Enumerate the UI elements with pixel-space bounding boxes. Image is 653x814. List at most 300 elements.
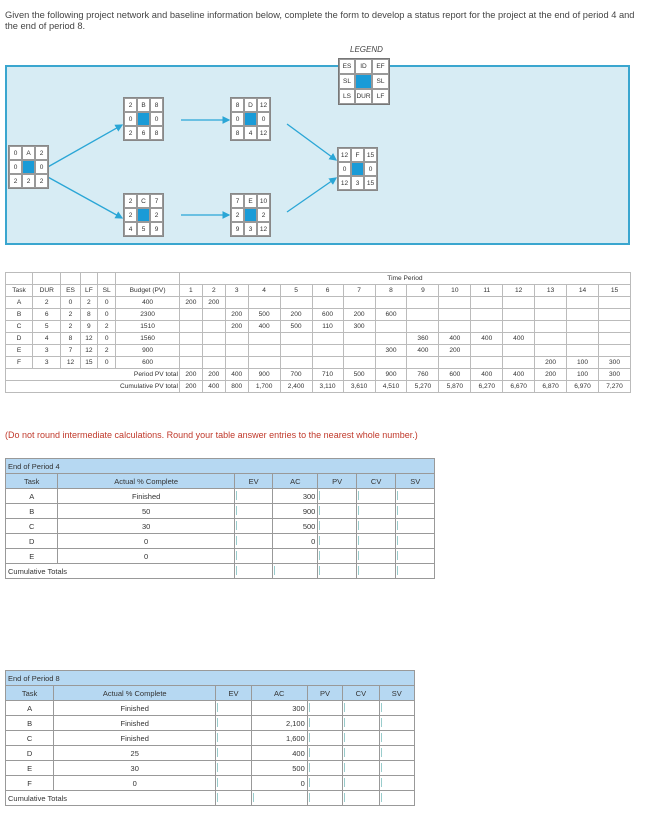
table-cell: 400 — [202, 381, 225, 393]
table-cell: 0 — [58, 534, 234, 549]
ev-input[interactable] — [216, 701, 251, 716]
table-cell: 200 — [225, 309, 248, 321]
table-cell: 2,400 — [280, 381, 312, 393]
table-cell — [312, 357, 343, 369]
table-cell: PV — [307, 686, 342, 701]
table-cell: E — [6, 761, 54, 776]
table-cell: 2300 — [116, 309, 180, 321]
cv-input[interactable] — [343, 731, 379, 746]
table-cell — [225, 297, 248, 309]
table-cell: A — [6, 489, 58, 504]
node-cell: 12 — [338, 148, 351, 162]
node-cell: 0 — [231, 112, 244, 126]
table-row — [6, 333, 631, 345]
cv-input[interactable] — [343, 761, 379, 776]
node-cell — [137, 112, 150, 126]
legend-cell: SL — [372, 74, 389, 89]
table-cell: 0 — [251, 776, 307, 791]
period-8-form — [5, 670, 415, 806]
table-cell: 5,270 — [407, 381, 439, 393]
table-cell: 5,870 — [439, 381, 471, 393]
table-row — [6, 746, 415, 761]
table-cell — [471, 357, 503, 369]
legend-cell: DUR — [355, 89, 372, 104]
table-cell: E — [6, 549, 58, 564]
table-cell: C — [6, 321, 33, 333]
table-cell: 1560 — [116, 333, 180, 345]
node-cell: 2 — [124, 194, 137, 208]
table-cell: EV — [216, 686, 251, 701]
sv-input[interactable] — [396, 549, 435, 564]
table-cell: 0 — [98, 297, 116, 309]
table-cell: 0 — [273, 534, 318, 549]
table-cell: 900 — [273, 504, 318, 519]
table-cell: 710 — [312, 369, 343, 381]
node-cell: 2 — [231, 208, 244, 222]
node-cell: 2 — [257, 208, 270, 222]
cv-input[interactable] — [343, 701, 379, 716]
table-cell — [535, 321, 567, 333]
table-cell: 500 — [273, 519, 318, 534]
legend-cell: ES — [339, 59, 355, 74]
table-cell — [202, 309, 225, 321]
table-cell: F — [6, 357, 33, 369]
table-cell: 12 — [80, 345, 98, 357]
table-cell — [225, 333, 248, 345]
sv-input[interactable] — [379, 701, 414, 716]
table-cell: 200 — [179, 369, 202, 381]
cv-input[interactable] — [356, 549, 396, 564]
sv-input[interactable] — [379, 746, 414, 761]
table-cell — [225, 345, 248, 357]
table-cell: 3,110 — [312, 381, 343, 393]
time-period-row — [6, 273, 631, 285]
table-cell — [598, 297, 630, 309]
activity-node-a — [8, 145, 49, 189]
ev-input[interactable] — [234, 504, 273, 519]
table-cell: 5 — [33, 321, 61, 333]
sv-input[interactable] — [379, 716, 414, 731]
table-cell: 9 — [407, 285, 439, 297]
table-cell: Actual % Complete — [54, 686, 216, 701]
table-cell: 200 — [202, 369, 225, 381]
pv-input[interactable] — [318, 504, 357, 519]
activity-node-f — [337, 147, 378, 191]
table-cell: 15 — [598, 285, 630, 297]
sv-input[interactable] — [396, 534, 435, 549]
table-cell: 0 — [61, 297, 80, 309]
table-cell: 12 — [503, 285, 535, 297]
table-cell: 12 — [80, 333, 98, 345]
table-cell: Task — [6, 285, 33, 297]
pv-input[interactable] — [307, 731, 342, 746]
table-cell: 1,600 — [251, 731, 307, 746]
table-cell: 900 — [116, 345, 180, 357]
table-cell — [280, 357, 312, 369]
table-cell: 2 — [202, 285, 225, 297]
table-row — [6, 345, 631, 357]
table-cell: D — [6, 746, 54, 761]
table-cell — [312, 297, 343, 309]
cv-input[interactable] — [356, 489, 396, 504]
pv-input[interactable] — [318, 549, 357, 564]
cv-input[interactable] — [356, 534, 396, 549]
table-cell — [248, 345, 280, 357]
total-sv-input[interactable] — [396, 564, 435, 579]
table-cell: 200 — [535, 357, 567, 369]
table-cell: 760 — [407, 369, 439, 381]
table-cell: 4 — [248, 285, 280, 297]
total-pv-input[interactable] — [318, 564, 357, 579]
node-cell: 0 — [257, 112, 270, 126]
table-cell — [567, 309, 599, 321]
node-cell: 3 — [351, 176, 364, 190]
table-cell: 6,270 — [471, 381, 503, 393]
node-cell: 9 — [150, 222, 163, 236]
table-cell: Cumulative Totals — [6, 564, 235, 579]
node-cell — [137, 208, 150, 222]
node-cell — [244, 208, 257, 222]
table-cell: 5 — [280, 285, 312, 297]
table-cell: Cumulative Totals — [6, 791, 216, 806]
sv-input[interactable] — [379, 731, 414, 746]
table-cell: 400 — [503, 369, 535, 381]
table-cell: 3,610 — [343, 381, 375, 393]
sv-input[interactable] — [396, 504, 435, 519]
table-cell — [248, 297, 280, 309]
node-cell: 0 — [9, 146, 22, 160]
table-cell — [439, 309, 471, 321]
table-cell: 2 — [98, 321, 116, 333]
table-cell — [598, 321, 630, 333]
total-cv-input[interactable] — [356, 564, 396, 579]
table-cell: 800 — [225, 381, 248, 393]
table-row — [6, 731, 415, 746]
node-cell: 7 — [231, 194, 244, 208]
table-cell — [407, 357, 439, 369]
sv-input[interactable] — [396, 519, 435, 534]
ev-input[interactable] — [234, 489, 273, 504]
table-cell — [273, 549, 318, 564]
node-cell: A — [22, 146, 35, 160]
table-cell: 100 — [567, 357, 599, 369]
ev-input[interactable] — [216, 731, 251, 746]
table-cell: 7 — [61, 345, 80, 357]
ev-input[interactable] — [216, 716, 251, 731]
rounding-note: (Do not round intermediate calculations. Round your table answer entries to the nearest whole number.) — [5, 430, 418, 440]
table-cell — [179, 321, 202, 333]
table-cell: F — [6, 776, 54, 791]
intro-text: Given the following project network and baseline information below, complete the form to develop a status report for the project at the end of period 4 and the end of period 8. — [5, 10, 635, 31]
table-cell — [407, 297, 439, 309]
table-cell: Finished — [54, 731, 216, 746]
table-cell — [225, 357, 248, 369]
table-cell: AC — [251, 686, 307, 701]
sv-input[interactable] — [379, 776, 414, 791]
table-cell: Actual % Complete — [58, 474, 234, 489]
table-cell — [598, 333, 630, 345]
table-cell — [80, 273, 98, 285]
table-cell: 30 — [58, 519, 234, 534]
node-cell: 8 — [150, 98, 163, 112]
node-cell — [22, 160, 35, 174]
node-cell: 7 — [150, 194, 163, 208]
table-cell — [535, 345, 567, 357]
node-cell: D — [244, 98, 257, 112]
activity-node-e — [230, 193, 271, 237]
pv-input[interactable] — [318, 489, 357, 504]
table-cell: 400 — [471, 369, 503, 381]
table-cell: 2 — [61, 321, 80, 333]
node-cell — [351, 162, 364, 176]
node-cell: 6 — [137, 126, 150, 140]
table-cell: 600 — [312, 309, 343, 321]
total-ev-input[interactable] — [216, 791, 251, 806]
table-cell: A — [6, 701, 54, 716]
table-cell: 500 — [280, 321, 312, 333]
table-cell — [312, 333, 343, 345]
total-sv-input[interactable] — [379, 791, 414, 806]
table-row — [6, 489, 435, 504]
table-cell: AC — [273, 474, 318, 489]
table-cell: CV — [356, 474, 396, 489]
ev-input[interactable] — [216, 776, 251, 791]
node-cell: 0 — [124, 112, 137, 126]
node-cell: 4 — [124, 222, 137, 236]
table-cell — [503, 321, 535, 333]
table-cell: 300 — [375, 345, 407, 357]
table-row — [6, 297, 631, 309]
table-row — [6, 716, 415, 731]
totals-row — [6, 381, 631, 393]
node-cell: 12 — [257, 222, 270, 236]
table-cell — [503, 297, 535, 309]
table-cell: End of Period 4 — [6, 459, 435, 474]
table-cell: End of Period 8 — [6, 671, 415, 686]
table-cell: 400 — [251, 746, 307, 761]
table-cell: 10 — [439, 285, 471, 297]
table-cell: 6 — [312, 285, 343, 297]
legend-cell: SL — [339, 74, 355, 89]
table-cell: 1 — [179, 285, 202, 297]
table-cell: 400 — [116, 297, 180, 309]
table-cell — [567, 297, 599, 309]
table-cell: 7 — [343, 285, 375, 297]
pv-input[interactable] — [307, 716, 342, 731]
table-cell — [179, 345, 202, 357]
period-4-form — [5, 458, 435, 579]
table-row — [6, 549, 435, 564]
table-cell: A — [6, 297, 33, 309]
node-cell: 12 — [338, 176, 351, 190]
table-cell — [567, 321, 599, 333]
ev-input[interactable] — [216, 746, 251, 761]
ev-input[interactable] — [234, 534, 273, 549]
table-row — [6, 701, 415, 716]
node-cell: 2 — [35, 146, 48, 160]
node-cell: 5 — [137, 222, 150, 236]
table-cell: 900 — [375, 369, 407, 381]
node-cell: 2 — [124, 126, 137, 140]
table-cell: 500 — [248, 309, 280, 321]
node-cell — [244, 112, 257, 126]
node-cell: 0 — [150, 112, 163, 126]
table-cell: 9 — [80, 321, 98, 333]
table-cell: 2 — [80, 297, 98, 309]
activity-node-b — [123, 97, 164, 141]
table-cell: 300 — [251, 701, 307, 716]
table-cell: Task — [6, 686, 54, 701]
table-cell: 300 — [598, 369, 630, 381]
table-cell — [343, 345, 375, 357]
table-cell — [33, 273, 61, 285]
table-cell: 100 — [567, 369, 599, 381]
table-cell: 6,670 — [503, 381, 535, 393]
activity-node-d — [230, 97, 271, 141]
table-cell: C — [6, 519, 58, 534]
pv-input[interactable] — [307, 761, 342, 776]
cv-input[interactable] — [356, 519, 396, 534]
network-arrows — [0, 0, 653, 260]
table-cell — [535, 333, 567, 345]
table-cell: 400 — [503, 333, 535, 345]
node-cell: 2 — [9, 174, 22, 188]
table-cell: SL — [98, 285, 116, 297]
table-cell: 200 — [343, 309, 375, 321]
table-cell — [280, 297, 312, 309]
table-cell: 15 — [80, 357, 98, 369]
table-cell: E — [6, 345, 33, 357]
sv-input[interactable] — [396, 489, 435, 504]
table-cell — [535, 309, 567, 321]
table-cell: 6,970 — [567, 381, 599, 393]
table-cell — [439, 297, 471, 309]
legend-cell — [355, 74, 372, 89]
total-ac-input[interactable] — [273, 564, 318, 579]
table-cell: EV — [234, 474, 273, 489]
ev-input[interactable] — [234, 549, 273, 564]
table-cell — [343, 357, 375, 369]
table-cell — [280, 333, 312, 345]
table-row — [6, 309, 631, 321]
table-cell — [503, 309, 535, 321]
table-cell: 700 — [280, 369, 312, 381]
table-cell: 110 — [312, 321, 343, 333]
node-cell: 2 — [124, 208, 137, 222]
table-cell: 8 — [375, 285, 407, 297]
cv-input[interactable] — [343, 776, 379, 791]
table-cell: 4 — [33, 333, 61, 345]
table-row — [6, 321, 631, 333]
table-cell — [312, 345, 343, 357]
legend-box — [338, 58, 390, 105]
node-cell: E — [244, 194, 257, 208]
table-cell — [567, 345, 599, 357]
table-cell: 1,700 — [248, 381, 280, 393]
table-row — [6, 357, 631, 369]
pv-input[interactable] — [307, 701, 342, 716]
cv-input[interactable] — [343, 746, 379, 761]
node-cell: 2 — [124, 98, 137, 112]
total-cv-input[interactable] — [343, 791, 379, 806]
table-cell: Finished — [58, 489, 234, 504]
table-cell: 900 — [248, 369, 280, 381]
node-cell: 15 — [364, 148, 377, 162]
table-cell: B — [6, 504, 58, 519]
legend-cell: LF — [372, 89, 389, 104]
table-cell: 2 — [61, 309, 80, 321]
table-cell — [98, 273, 116, 285]
table-cell — [116, 273, 180, 285]
table-cell: 0 — [58, 549, 234, 564]
pv-input[interactable] — [318, 519, 357, 534]
table-cell: 400 — [439, 333, 471, 345]
table-cell: 200 — [225, 321, 248, 333]
table-cell: 400 — [407, 345, 439, 357]
table-cell: 3 — [33, 357, 61, 369]
table-cell: 500 — [251, 761, 307, 776]
table-cell: 0 — [54, 776, 216, 791]
table-cell: 11 — [471, 285, 503, 297]
table-cell: 200 — [439, 345, 471, 357]
total-ac-input[interactable] — [251, 791, 307, 806]
node-cell: 12 — [257, 98, 270, 112]
table-cell: Period PV total — [6, 369, 180, 381]
table-row — [6, 776, 415, 791]
total-pv-input[interactable] — [307, 791, 342, 806]
node-cell: 12 — [257, 126, 270, 140]
table-cell: Budget (PV) — [116, 285, 180, 297]
node-cell: 0 — [338, 162, 351, 176]
table-cell — [375, 357, 407, 369]
table-cell: Finished — [54, 701, 216, 716]
table-cell: 50 — [58, 504, 234, 519]
table-cell: B — [6, 716, 54, 731]
table-cell: 200 — [280, 309, 312, 321]
table-cell: 400 — [471, 333, 503, 345]
table-cell: D — [6, 534, 58, 549]
header-row — [6, 285, 631, 297]
table-cell: 300 — [273, 489, 318, 504]
pv-input[interactable] — [307, 746, 342, 761]
table-cell — [439, 357, 471, 369]
table-row — [6, 534, 435, 549]
table-cell: B — [6, 309, 33, 321]
table-cell: 0 — [98, 309, 116, 321]
table-cell: 6 — [33, 309, 61, 321]
table-cell: 0 — [98, 357, 116, 369]
cv-input[interactable] — [356, 504, 396, 519]
table-cell: Finished — [54, 716, 216, 731]
cv-input[interactable] — [343, 716, 379, 731]
ev-input[interactable] — [216, 761, 251, 776]
ev-input[interactable] — [234, 519, 273, 534]
total-ev-input[interactable] — [234, 564, 273, 579]
table-cell — [407, 309, 439, 321]
table-cell: CV — [343, 686, 379, 701]
table-cell: 3 — [33, 345, 61, 357]
pv-input[interactable] — [307, 776, 342, 791]
node-cell: 9 — [231, 222, 244, 236]
sv-input[interactable] — [379, 761, 414, 776]
table-cell: 7,270 — [598, 381, 630, 393]
table-cell: ES — [61, 285, 80, 297]
table-cell: 12 — [61, 357, 80, 369]
pv-input[interactable] — [318, 534, 357, 549]
node-cell: 8 — [231, 98, 244, 112]
table-cell: SV — [396, 474, 435, 489]
table-cell: 8 — [61, 333, 80, 345]
